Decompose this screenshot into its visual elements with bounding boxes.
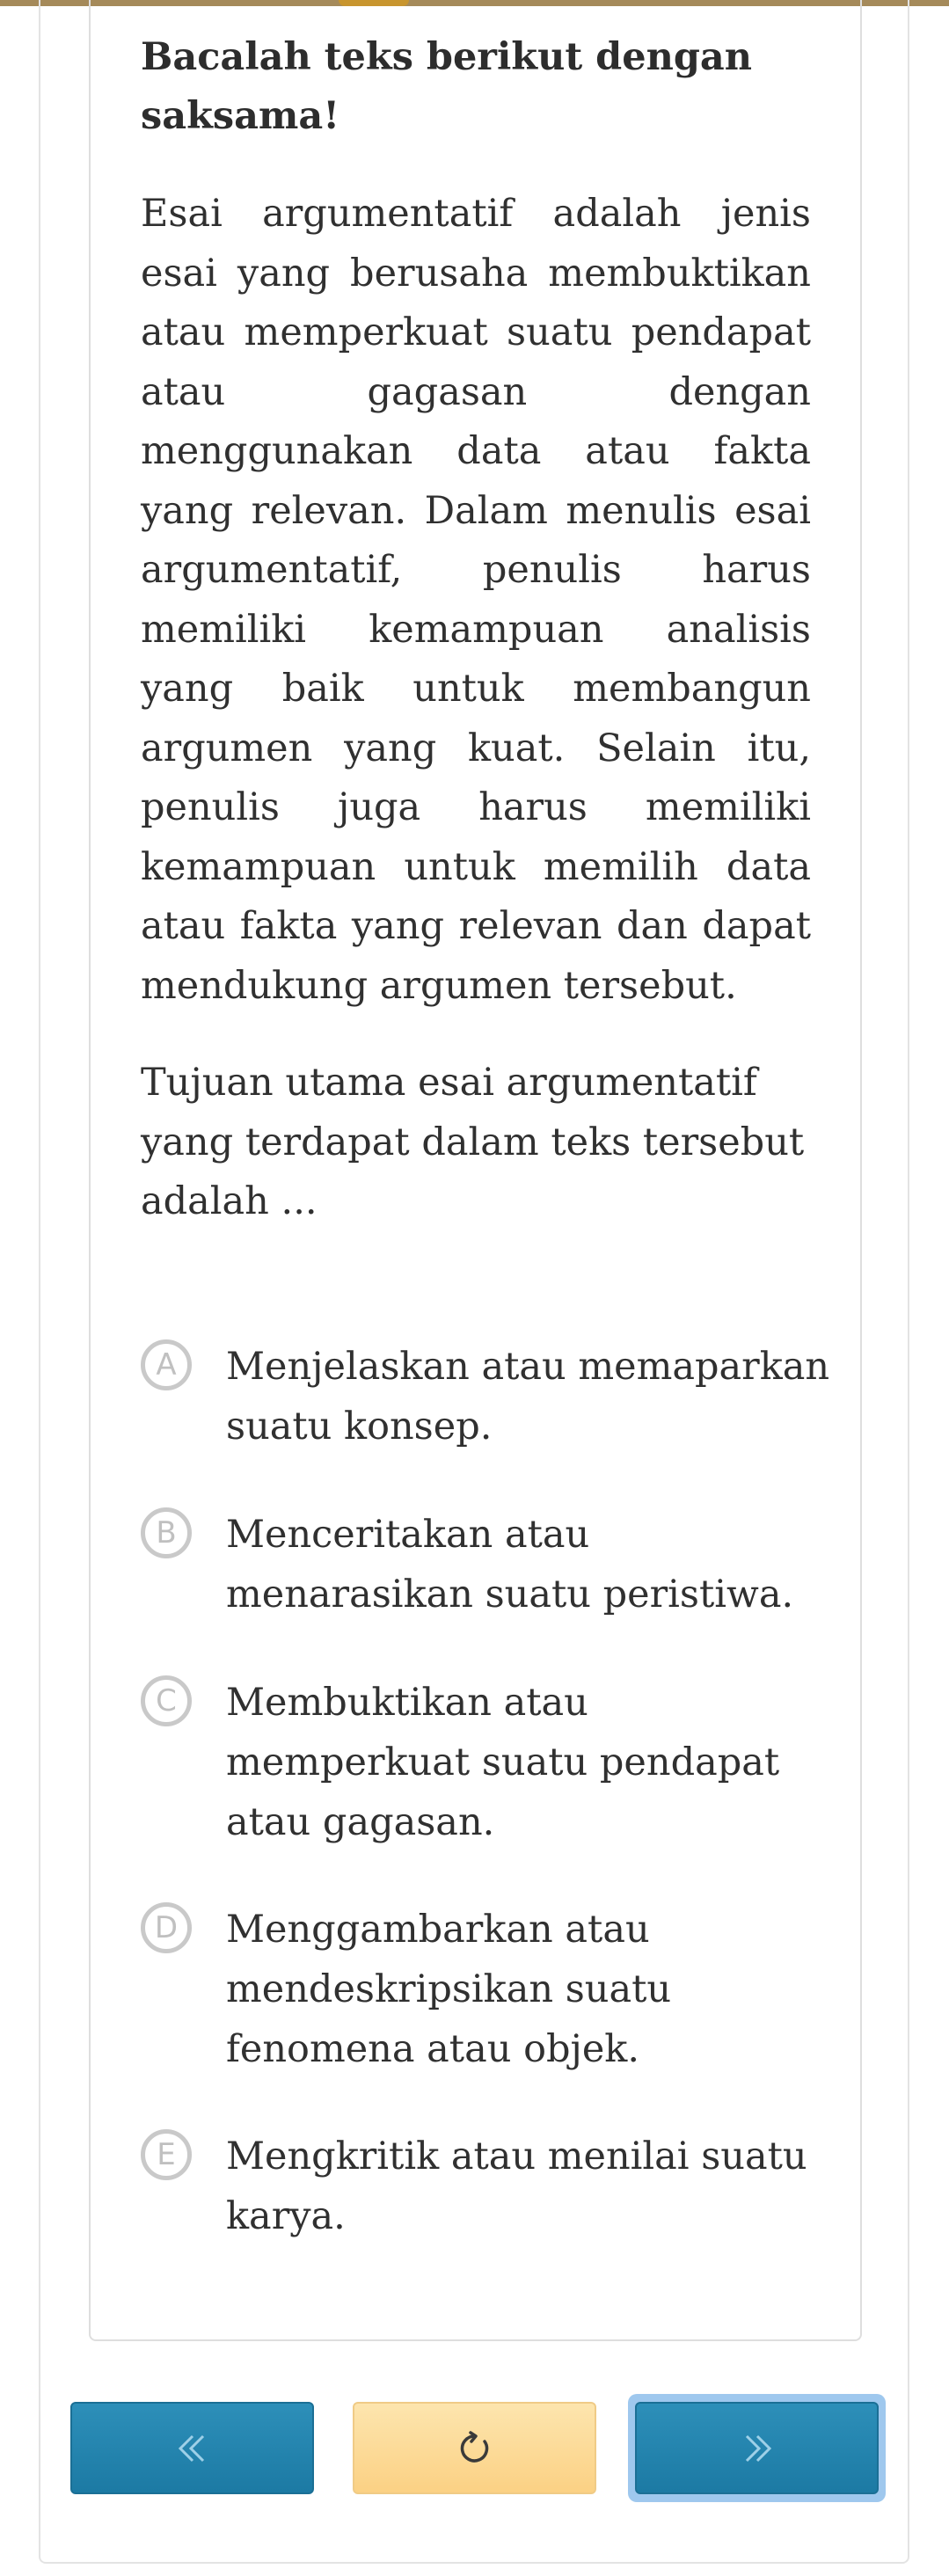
option-a-text[interactable]: Menjelaskan atau memaparkan suatu konsep.: [226, 1345, 830, 1449]
option-d-badge[interactable]: D: [141, 1902, 192, 1953]
reload-icon: [456, 2429, 494, 2468]
option-d[interactable]: [141, 1900, 836, 2079]
option-e[interactable]: [141, 2127, 836, 2246]
option-a[interactable]: [141, 1337, 836, 1456]
option-b[interactable]: [141, 1505, 836, 1624]
option-b-text[interactable]: Menceritakan atau menarasikan suatu peristiwa.: [226, 1513, 794, 1616]
double-chevron-right-icon: [738, 2429, 777, 2468]
option-e-badge[interactable]: E: [141, 2129, 192, 2180]
option-c[interactable]: [141, 1673, 836, 1852]
instruction-heading: Bacalah teks berikut dengan saksama!: [141, 35, 753, 138]
option-c-badge[interactable]: C: [141, 1675, 192, 1726]
next-button[interactable]: [635, 2402, 879, 2494]
reload-button[interactable]: [353, 2402, 596, 2494]
option-a-badge[interactable]: A: [141, 1339, 192, 1390]
reading-passage: Esai argumentatif adalah jenis esai yang berusaha membuktikan atau memperkuat suatu pendapat atau gagasan dengan menggunakan data atau fakta yang relevan. Dalam menulis esai argumentatif, penulis harus memiliki kemampuan analisis yang baik untuk membangun argumen yang kuat. Selain itu, penulis juga harus memiliki kemampuan untuk memilih data atau fakta yang relevan dan dapat mendukung argumen tersebut.: [141, 192, 811, 1008]
option-d-text[interactable]: Menggambarkan atau mendeskripsikan suatu fenomena atau objek.: [226, 1908, 672, 2071]
option-e-text[interactable]: Mengkritik atau menilai suatu karya.: [226, 2135, 807, 2238]
double-chevron-left-icon: [173, 2429, 212, 2468]
option-b-badge[interactable]: B: [141, 1507, 192, 1558]
option-c-text[interactable]: Membuktikan atau memperkuat suatu pendapat atau gagasan.: [226, 1681, 780, 1844]
question-text: Tujuan utama esai argumentatif yang terdapat dalam teks tersebut adalah ...: [141, 1061, 805, 1223]
previous-button[interactable]: [70, 2402, 314, 2494]
